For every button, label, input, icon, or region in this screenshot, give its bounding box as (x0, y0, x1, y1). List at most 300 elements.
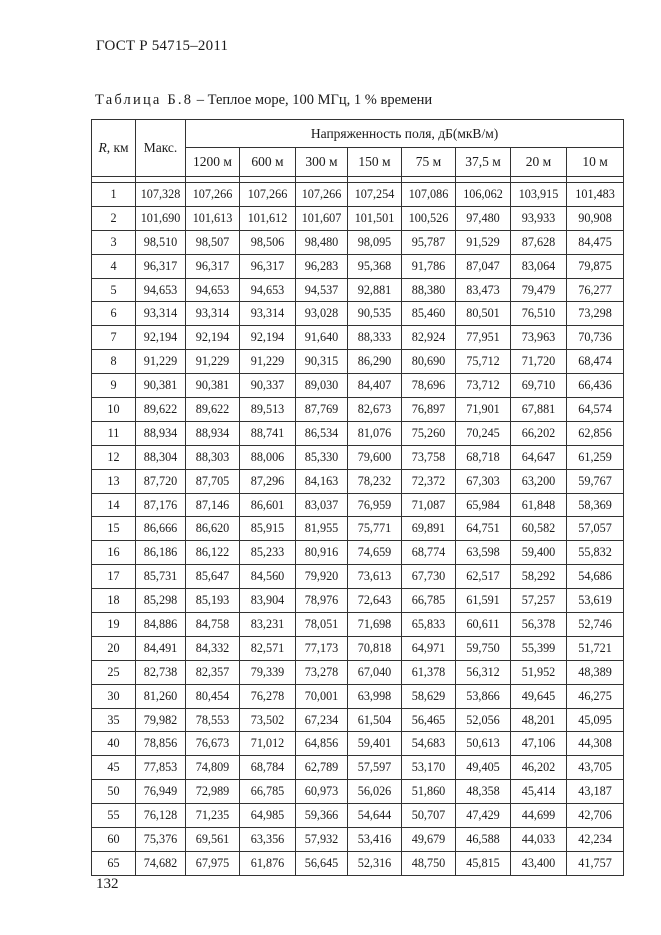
distance-cell: 5 (92, 278, 136, 302)
value-cell: 53,866 (456, 684, 511, 708)
distance-cell: 1 (92, 183, 136, 207)
distance-cell: 17 (92, 565, 136, 589)
value-cell: 43,705 (567, 756, 624, 780)
value-cell: 86,186 (136, 541, 186, 565)
value-cell: 76,510 (511, 302, 567, 326)
table-row (92, 254, 624, 278)
value-cell: 87,705 (186, 469, 240, 493)
value-cell: 49,405 (456, 756, 511, 780)
value-cell: 95,368 (348, 254, 402, 278)
value-cell: 70,818 (348, 636, 402, 660)
value-cell: 50,613 (456, 732, 511, 756)
value-cell: 71,012 (240, 732, 296, 756)
value-cell: 72,989 (186, 780, 240, 804)
value-cell: 61,848 (511, 493, 567, 517)
value-cell: 82,673 (348, 398, 402, 422)
value-cell: 53,170 (402, 756, 456, 780)
value-cell: 64,574 (567, 398, 624, 422)
value-cell: 88,304 (136, 445, 186, 469)
value-cell: 54,644 (348, 804, 402, 828)
distance-cell: 10 (92, 398, 136, 422)
value-cell: 64,985 (240, 804, 296, 828)
value-cell: 75,771 (348, 517, 402, 541)
value-cell: 63,356 (240, 828, 296, 852)
value-cell: 67,730 (402, 565, 456, 589)
value-cell: 107,328 (136, 183, 186, 207)
distance-cell: 4 (92, 254, 136, 278)
value-cell: 67,975 (186, 851, 240, 875)
field-strength-table (91, 119, 624, 876)
value-cell: 91,229 (136, 350, 186, 374)
column-header-height: 37,5 м (456, 148, 511, 177)
value-cell: 88,333 (348, 326, 402, 350)
value-cell: 66,785 (240, 780, 296, 804)
value-cell: 71,698 (348, 613, 402, 637)
distance-cell: 9 (92, 374, 136, 398)
value-cell: 88,741 (240, 421, 296, 445)
value-cell: 103,915 (511, 183, 567, 207)
value-cell: 83,037 (296, 493, 348, 517)
value-cell: 92,194 (186, 326, 240, 350)
table-row (92, 350, 624, 374)
value-cell: 100,526 (402, 206, 456, 230)
distance-cell: 13 (92, 469, 136, 493)
value-cell: 49,679 (402, 828, 456, 852)
value-cell: 76,278 (240, 684, 296, 708)
value-cell: 55,399 (511, 636, 567, 660)
table-row (92, 493, 624, 517)
page-number: 132 (96, 876, 119, 892)
distance-cell: 25 (92, 660, 136, 684)
value-cell: 48,389 (567, 660, 624, 684)
value-cell: 60,973 (296, 780, 348, 804)
value-cell: 84,886 (136, 613, 186, 637)
value-cell: 78,051 (296, 613, 348, 637)
value-cell: 83,231 (240, 613, 296, 637)
value-cell: 57,932 (296, 828, 348, 852)
value-cell: 96,283 (296, 254, 348, 278)
value-cell: 95,787 (402, 230, 456, 254)
value-cell: 64,971 (402, 636, 456, 660)
value-cell: 61,591 (456, 589, 511, 613)
table-row (92, 326, 624, 350)
value-cell: 65,833 (402, 613, 456, 637)
value-cell: 85,647 (186, 565, 240, 589)
value-cell: 92,881 (348, 278, 402, 302)
value-cell: 57,257 (511, 589, 567, 613)
distance-cell: 8 (92, 350, 136, 374)
distance-cell: 16 (92, 541, 136, 565)
value-cell: 52,056 (456, 708, 511, 732)
value-cell: 90,908 (567, 206, 624, 230)
value-cell: 88,006 (240, 445, 296, 469)
value-cell: 101,690 (136, 206, 186, 230)
value-cell: 81,260 (136, 684, 186, 708)
value-cell: 44,699 (511, 804, 567, 828)
value-cell: 98,507 (186, 230, 240, 254)
value-cell: 64,751 (456, 517, 511, 541)
value-cell: 91,529 (456, 230, 511, 254)
value-cell: 48,750 (402, 851, 456, 875)
value-cell: 88,934 (186, 421, 240, 445)
table-row (92, 732, 624, 756)
value-cell: 101,612 (240, 206, 296, 230)
value-cell: 47,106 (511, 732, 567, 756)
value-cell: 67,303 (456, 469, 511, 493)
value-cell: 59,401 (348, 732, 402, 756)
table-row (92, 589, 624, 613)
distance-cell: 12 (92, 445, 136, 469)
value-cell: 79,339 (240, 660, 296, 684)
value-cell: 82,924 (402, 326, 456, 350)
value-cell: 66,436 (567, 374, 624, 398)
value-cell: 107,266 (186, 183, 240, 207)
table-row (92, 469, 624, 493)
value-cell: 59,366 (296, 804, 348, 828)
table-row (92, 804, 624, 828)
value-cell: 74,809 (186, 756, 240, 780)
value-cell: 90,381 (136, 374, 186, 398)
value-cell: 78,232 (348, 469, 402, 493)
value-cell: 61,504 (348, 708, 402, 732)
value-cell: 84,758 (186, 613, 240, 637)
value-cell: 81,076 (348, 421, 402, 445)
column-header-height: 1200 м (186, 148, 240, 177)
value-cell: 78,696 (402, 374, 456, 398)
column-header-height: 150 м (348, 148, 402, 177)
value-cell: 63,598 (456, 541, 511, 565)
value-cell: 45,095 (567, 708, 624, 732)
value-cell: 62,789 (296, 756, 348, 780)
value-cell: 47,429 (456, 804, 511, 828)
value-cell: 67,234 (296, 708, 348, 732)
value-cell: 107,266 (296, 183, 348, 207)
value-cell: 83,904 (240, 589, 296, 613)
value-cell: 60,611 (456, 613, 511, 637)
value-cell: 42,234 (567, 828, 624, 852)
value-cell: 92,194 (240, 326, 296, 350)
value-cell: 75,260 (402, 421, 456, 445)
value-cell: 77,853 (136, 756, 186, 780)
value-cell: 70,736 (567, 326, 624, 350)
value-cell: 88,934 (136, 421, 186, 445)
column-group-header: Напряженность поля, дБ(мкВ/м) (186, 120, 624, 148)
value-cell: 91,229 (186, 350, 240, 374)
table-caption-text: Теплое море, 100 МГц, 1 % времени (207, 92, 433, 108)
column-header-height: 600 м (240, 148, 296, 177)
value-cell: 90,337 (240, 374, 296, 398)
value-cell: 81,955 (296, 517, 348, 541)
table-row (92, 302, 624, 326)
value-cell: 41,757 (567, 851, 624, 875)
table-row (92, 445, 624, 469)
table-row (92, 278, 624, 302)
table-row (92, 660, 624, 684)
value-cell: 78,553 (186, 708, 240, 732)
value-cell: 76,128 (136, 804, 186, 828)
table-row (92, 851, 624, 875)
column-header-height: 10 м (567, 148, 624, 177)
value-cell: 85,298 (136, 589, 186, 613)
value-cell: 83,064 (511, 254, 567, 278)
value-cell: 63,200 (511, 469, 567, 493)
value-cell: 51,721 (567, 636, 624, 660)
value-cell: 84,163 (296, 469, 348, 493)
table-row (92, 183, 624, 207)
value-cell: 57,057 (567, 517, 624, 541)
value-cell: 66,202 (511, 421, 567, 445)
value-cell: 64,856 (296, 732, 348, 756)
value-cell: 85,193 (186, 589, 240, 613)
value-cell: 68,784 (240, 756, 296, 780)
distance-cell: 2 (92, 206, 136, 230)
value-cell: 87,146 (186, 493, 240, 517)
table-row (92, 206, 624, 230)
distance-cell: 11 (92, 421, 136, 445)
value-cell: 96,317 (240, 254, 296, 278)
value-cell: 76,897 (402, 398, 456, 422)
distance-cell: 35 (92, 708, 136, 732)
value-cell: 84,475 (567, 230, 624, 254)
value-cell: 54,683 (402, 732, 456, 756)
value-cell: 96,317 (136, 254, 186, 278)
value-cell: 76,673 (186, 732, 240, 756)
value-cell: 86,666 (136, 517, 186, 541)
table-row (92, 780, 624, 804)
table-row (92, 565, 624, 589)
value-cell: 67,881 (511, 398, 567, 422)
value-cell: 85,731 (136, 565, 186, 589)
value-cell: 101,501 (348, 206, 402, 230)
value-cell: 51,952 (511, 660, 567, 684)
distance-cell: 60 (92, 828, 136, 852)
value-cell: 73,758 (402, 445, 456, 469)
value-cell: 84,332 (186, 636, 240, 660)
value-cell: 76,959 (348, 493, 402, 517)
value-cell: 50,707 (402, 804, 456, 828)
value-cell: 72,643 (348, 589, 402, 613)
value-cell: 91,786 (402, 254, 456, 278)
value-cell: 70,001 (296, 684, 348, 708)
value-cell: 46,588 (456, 828, 511, 852)
value-cell: 71,087 (402, 493, 456, 517)
value-cell: 86,620 (186, 517, 240, 541)
value-cell: 89,513 (240, 398, 296, 422)
value-cell: 56,312 (456, 660, 511, 684)
value-cell: 56,645 (296, 851, 348, 875)
value-cell: 79,479 (511, 278, 567, 302)
value-cell: 68,718 (456, 445, 511, 469)
value-cell: 60,582 (511, 517, 567, 541)
value-cell: 106,062 (456, 183, 511, 207)
value-cell: 107,086 (402, 183, 456, 207)
value-cell: 58,292 (511, 565, 567, 589)
value-cell: 68,474 (567, 350, 624, 374)
value-cell: 77,951 (456, 326, 511, 350)
value-cell: 82,357 (186, 660, 240, 684)
value-cell: 89,622 (186, 398, 240, 422)
table-row (92, 374, 624, 398)
value-cell: 74,682 (136, 851, 186, 875)
value-cell: 87,769 (296, 398, 348, 422)
table-row (92, 756, 624, 780)
value-cell: 83,473 (456, 278, 511, 302)
value-cell: 89,622 (136, 398, 186, 422)
value-cell: 45,815 (456, 851, 511, 875)
value-cell: 76,277 (567, 278, 624, 302)
value-cell: 107,254 (348, 183, 402, 207)
value-cell: 88,380 (402, 278, 456, 302)
value-cell: 88,303 (186, 445, 240, 469)
table-row (92, 613, 624, 637)
value-cell: 44,308 (567, 732, 624, 756)
value-cell: 58,629 (402, 684, 456, 708)
value-cell: 66,785 (402, 589, 456, 613)
value-cell: 59,400 (511, 541, 567, 565)
value-cell: 59,767 (567, 469, 624, 493)
value-cell: 71,235 (186, 804, 240, 828)
column-header-max: Макс. (136, 120, 186, 177)
value-cell: 78,976 (296, 589, 348, 613)
value-cell: 64,647 (511, 445, 567, 469)
value-cell: 49,645 (511, 684, 567, 708)
distance-cell: 50 (92, 780, 136, 804)
value-cell: 45,414 (511, 780, 567, 804)
distance-cell: 7 (92, 326, 136, 350)
column-header-distance: R, км (92, 120, 136, 177)
value-cell: 85,460 (402, 302, 456, 326)
value-cell: 65,984 (456, 493, 511, 517)
value-cell: 101,613 (186, 206, 240, 230)
value-cell: 93,933 (511, 206, 567, 230)
value-cell: 87,296 (240, 469, 296, 493)
value-cell: 87,176 (136, 493, 186, 517)
value-cell: 80,690 (402, 350, 456, 374)
value-cell: 53,619 (567, 589, 624, 613)
value-cell: 101,607 (296, 206, 348, 230)
value-cell: 94,653 (240, 278, 296, 302)
value-cell: 91,640 (296, 326, 348, 350)
value-cell: 62,517 (456, 565, 511, 589)
value-cell: 71,720 (511, 350, 567, 374)
value-cell: 56,378 (511, 613, 567, 637)
value-cell: 73,502 (240, 708, 296, 732)
distance-cell: 3 (92, 230, 136, 254)
column-header-height: 300 м (296, 148, 348, 177)
distance-cell: 30 (92, 684, 136, 708)
value-cell: 98,510 (136, 230, 186, 254)
value-cell: 91,229 (240, 350, 296, 374)
value-cell: 89,030 (296, 374, 348, 398)
value-cell: 51,860 (402, 780, 456, 804)
value-cell: 75,376 (136, 828, 186, 852)
value-cell: 52,316 (348, 851, 402, 875)
value-cell: 107,266 (240, 183, 296, 207)
value-cell: 98,095 (348, 230, 402, 254)
value-cell: 48,201 (511, 708, 567, 732)
table-row (92, 421, 624, 445)
table-caption-dash: – (193, 92, 208, 108)
value-cell: 56,465 (402, 708, 456, 732)
value-cell: 63,998 (348, 684, 402, 708)
distance-cell: 45 (92, 756, 136, 780)
value-cell: 85,330 (296, 445, 348, 469)
value-cell: 72,372 (402, 469, 456, 493)
value-cell: 57,597 (348, 756, 402, 780)
value-cell: 42,706 (567, 804, 624, 828)
value-cell: 56,026 (348, 780, 402, 804)
value-cell: 61,259 (567, 445, 624, 469)
value-cell: 82,571 (240, 636, 296, 660)
value-cell: 86,601 (240, 493, 296, 517)
value-cell: 46,202 (511, 756, 567, 780)
value-cell: 94,653 (136, 278, 186, 302)
value-cell: 79,982 (136, 708, 186, 732)
value-cell: 59,750 (456, 636, 511, 660)
table-row (92, 684, 624, 708)
distance-cell: 55 (92, 804, 136, 828)
value-cell: 94,537 (296, 278, 348, 302)
value-cell: 90,381 (186, 374, 240, 398)
distance-cell: 19 (92, 613, 136, 637)
distance-cell: 15 (92, 517, 136, 541)
value-cell: 87,047 (456, 254, 511, 278)
value-cell: 93,314 (186, 302, 240, 326)
distance-cell: 40 (92, 732, 136, 756)
table-row (92, 398, 624, 422)
value-cell: 69,561 (186, 828, 240, 852)
value-cell: 54,686 (567, 565, 624, 589)
value-cell: 87,720 (136, 469, 186, 493)
value-cell: 79,920 (296, 565, 348, 589)
value-cell: 43,400 (511, 851, 567, 875)
value-cell: 85,915 (240, 517, 296, 541)
value-cell: 61,378 (402, 660, 456, 684)
table-row (92, 230, 624, 254)
value-cell: 96,317 (186, 254, 240, 278)
value-cell: 73,613 (348, 565, 402, 589)
table-row (92, 828, 624, 852)
value-cell: 85,233 (240, 541, 296, 565)
value-cell: 58,369 (567, 493, 624, 517)
value-cell: 97,480 (456, 206, 511, 230)
distance-cell: 20 (92, 636, 136, 660)
value-cell: 86,534 (296, 421, 348, 445)
value-cell: 69,710 (511, 374, 567, 398)
value-cell: 69,891 (402, 517, 456, 541)
value-cell: 73,278 (296, 660, 348, 684)
value-cell: 98,506 (240, 230, 296, 254)
column-header-height: 20 м (511, 148, 567, 177)
value-cell: 90,535 (348, 302, 402, 326)
table-caption-label: Таблица Б.8 (95, 92, 194, 108)
value-cell: 80,501 (456, 302, 511, 326)
value-cell: 55,832 (567, 541, 624, 565)
value-cell: 84,407 (348, 374, 402, 398)
distance-cell: 14 (92, 493, 136, 517)
value-cell: 87,628 (511, 230, 567, 254)
value-cell: 73,963 (511, 326, 567, 350)
value-cell: 77,173 (296, 636, 348, 660)
value-cell: 78,856 (136, 732, 186, 756)
value-cell: 53,416 (348, 828, 402, 852)
value-cell: 62,856 (567, 421, 624, 445)
value-cell: 61,876 (240, 851, 296, 875)
value-cell: 48,358 (456, 780, 511, 804)
value-cell: 43,187 (567, 780, 624, 804)
value-cell: 44,033 (511, 828, 567, 852)
value-cell: 86,290 (348, 350, 402, 374)
